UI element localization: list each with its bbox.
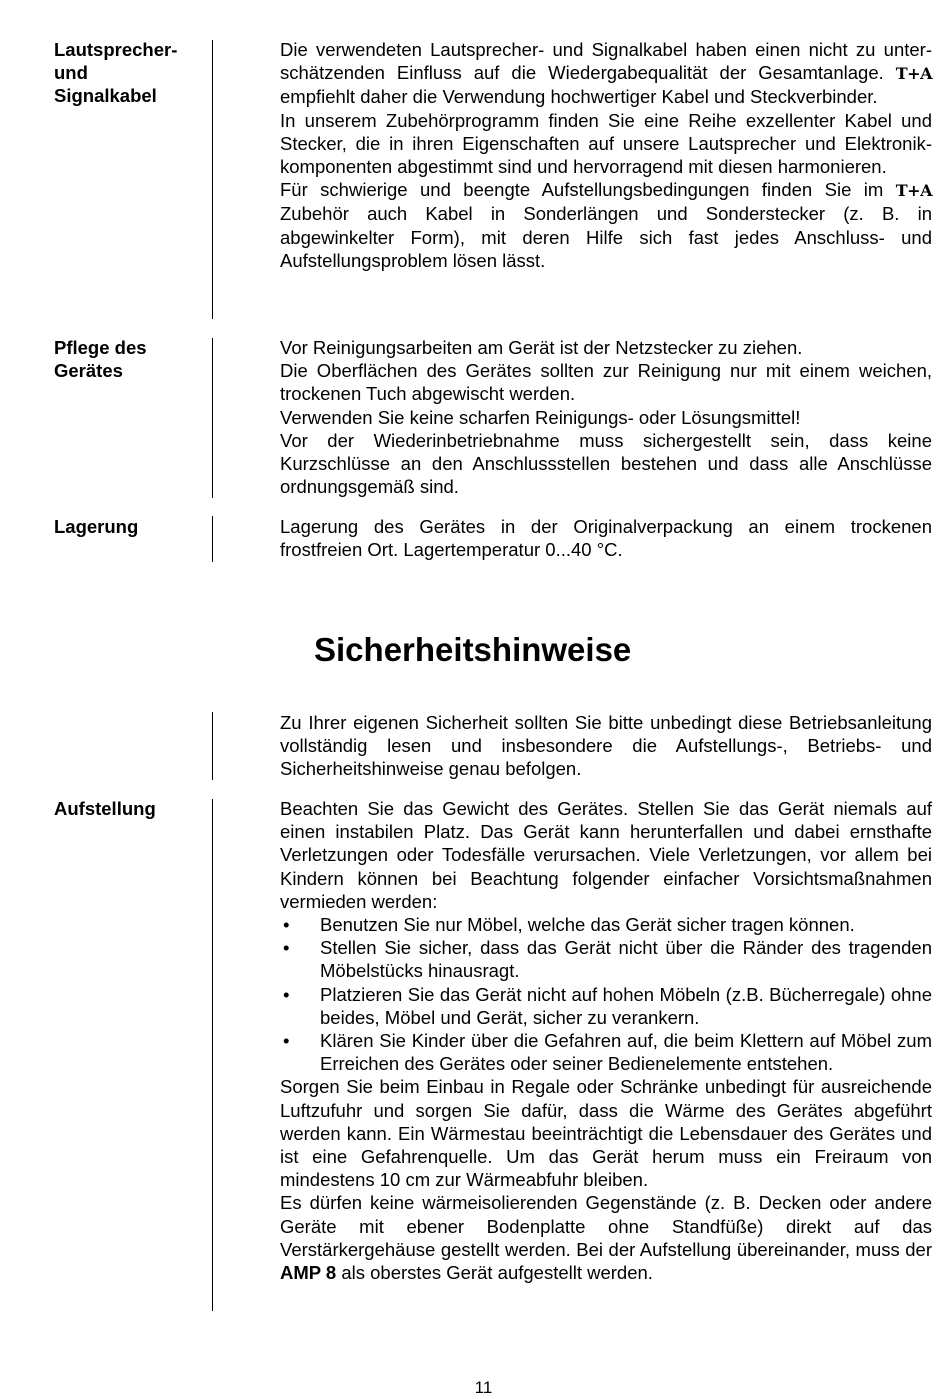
page-heading: Sicherheitshinweise	[314, 631, 632, 668]
paragraph: Verwenden Sie keine scharfen Reinigungs- oder Lösungsmittel!	[280, 406, 801, 428]
paragraph: Sorgen Sie beim Einbau in Regale oder Schränke unbedingt für ausreichende Luftzufuhr und sorgen Sie dafür, dass die Wärme des Gerätes abgeführt werden kann. Ein Wärmestau beeinträchtigt die Lebensdauer des Gerätes und ist eine Gefahrenquelle. Um das Gerät herum muss ein Freiraum von mindestens 10 cm zur Wärmeabfuhr bleiben.	[280, 1076, 932, 1191]
paragraph: Die verwendeten Lautsprecher- und Signalkabel haben einen nicht zu unter-schätzenden Einfluss auf die Wiedergabequalität der Gesamtanlage. T+A empfiehlt daher die Verwendung hochwertiger Kabel und Steckverbinder.	[280, 39, 932, 108]
label-line: und	[54, 62, 88, 84]
section-label-cables	[54, 38, 204, 108]
paragraph: Lagerung des Gerätes in der Originalverpackung an einem trockenen frostfreien Ort. Lagertemperatur 0...40 °C.	[280, 516, 932, 561]
section-body-care	[280, 336, 932, 498]
section-label-storage: Lagerung	[54, 516, 139, 537]
section-label-care	[54, 336, 204, 382]
label-line: Signalkabel	[54, 85, 157, 107]
section-divider	[212, 516, 213, 562]
paragraph: Vor der Wiederinbetriebnahme muss sichergestellt sein, dass keine Kurzschlüsse an den Anschlussstellen bestehen und dass alle Anschlüsse ordnungsgemäß sind.	[280, 429, 932, 498]
brand-logo: T+A	[895, 181, 932, 201]
paragraph: Es dürfen keine wärmeisolierenden Gegenstände (z. B. Decken oder andere Geräte mit ebener Bodenplatte ohne Standfüße) direkt auf das Verstärkergehäuse gestellt werden. Bei der Aufstellung übereinander, muss der AMP 8 als oberstes Gerät aufgestellt werden.	[280, 1192, 932, 1284]
label-line: Lautsprecher-	[54, 39, 178, 60]
section-body-storage	[280, 515, 932, 561]
section-divider	[212, 799, 213, 1311]
label-line: Gerätes	[54, 360, 123, 382]
paragraph: In unserem Zubehörprogramm finden Sie eine Reihe exzellenter Kabel und Stecker, die in ihren Eigenschaften auf unsere Lautsprecher und Elektronik-komponenten abgestimmt sind und hervorragend mit diesen harmonieren.	[280, 109, 932, 178]
list-item: • Benutzen Sie nur Möbel, welche das Gerät sicher tragen können.	[280, 913, 932, 936]
label-line: Pflege des	[54, 337, 147, 358]
paragraph: Für schwierige und beengte Aufstellungsbedingungen finden Sie im T+A Zubehör auch Kabel in Sonderlängen und Sonderstecker (z. B. in abgewinkelter Form), mit deren Hilfe sich fast jedes Anschluss- und Aufstellungsproblem lösen lässt.	[280, 179, 932, 271]
section-body-intro	[280, 711, 932, 781]
page-number: 11	[474, 1378, 493, 1397]
list-item: • Klären Sie Kinder über die Gefahren auf, die beim Klettern auf Möbel zum Erreichen des Gerätes oder seiner Bedienelemente entstehen.	[280, 1029, 932, 1075]
section-divider	[212, 338, 213, 498]
list-item: • Stellen Sie sicher, dass das Gerät nicht über die Ränder des tragenden Möbelstücks hinausragt.	[280, 936, 932, 982]
list-item: • Platzieren Sie das Gerät nicht auf hohen Möbeln (z.B. Bücherregale) ohne beides, Möbel und Gerät, sicher zu verankern.	[280, 983, 932, 1029]
model-name: AMP 8	[280, 1262, 337, 1284]
paragraph: Zu Ihrer eigenen Sicherheit sollten Sie bitte unbedingt diese Betriebsanleitung vollständig lesen und insbesondere die Aufstellungs-, Betriebs- und Sicherheitshinweise genau befolgen.	[280, 712, 932, 780]
paragraph: Vor Reinigungsarbeiten am Gerät ist der Netzstecker zu ziehen.	[280, 337, 803, 358]
section-divider	[212, 712, 213, 780]
brand-logo: T+A	[895, 64, 932, 84]
section-label-setup: Aufstellung	[54, 798, 156, 819]
paragraph: Die Oberflächen des Gerätes sollten zur Reinigung nur mit einem weichen, trockenen Tuch abgewischt werden.	[280, 360, 932, 405]
paragraph: Beachten Sie das Gewicht des Gerätes. Stellen Sie das Gerät niemals auf einen instabilen Platz. Das Gerät kann herunterfallen und dabei ernsthafte Verletzungen oder Todesfälle verursachen. Viele Verletzungen, vor allem bei Kindern können bei Beachtung folgender einfacher Vorsichtsmaßnahmen vermieden werden:	[280, 798, 932, 912]
section-divider	[212, 40, 213, 319]
bullet-list	[280, 913, 932, 1075]
section-body-setup	[280, 797, 932, 1284]
section-body-cables	[280, 38, 932, 272]
